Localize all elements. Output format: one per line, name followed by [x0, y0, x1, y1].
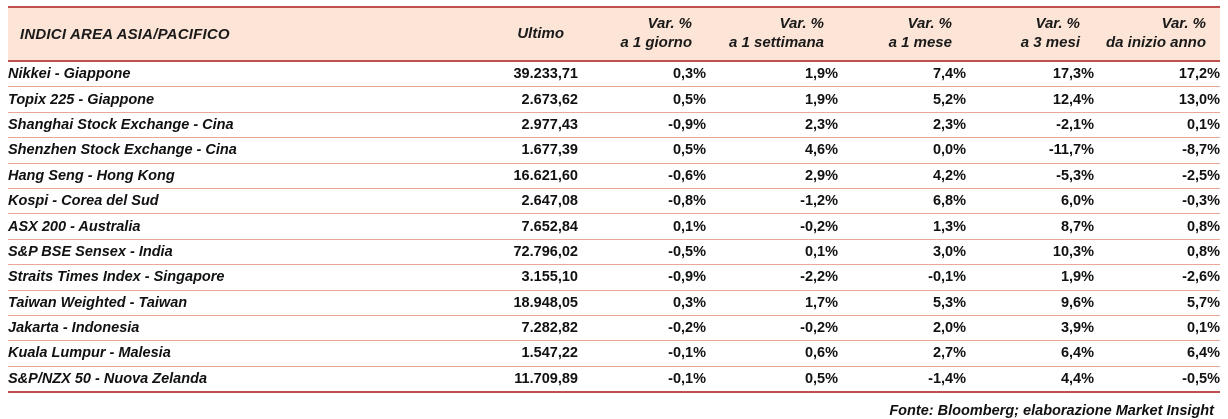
value-ultimo: 39.233,71 [438, 61, 578, 87]
value-var-1-giorno: -0,9% [578, 112, 706, 137]
value-ultimo: 7.652,84 [438, 214, 578, 239]
value-var-1-settimana: -1,2% [706, 188, 838, 213]
value-var-1-settimana: 0,6% [706, 341, 838, 366]
value-var-1-mese: 7,4% [838, 61, 966, 87]
value-var-1-mese: 3,0% [838, 239, 966, 264]
column-header-var-1-giorno [578, 7, 706, 61]
value-var-inizio-anno: -2,5% [1094, 163, 1220, 188]
index-name: Jakarta - Indonesia [8, 315, 438, 340]
value-var-inizio-anno: 6,4% [1094, 341, 1220, 366]
index-name: Kospi - Corea del Sud [8, 188, 438, 213]
index-name: Taiwan Weighted - Taiwan [8, 290, 438, 315]
value-ultimo: 11.709,89 [438, 366, 578, 392]
index-name: Shenzhen Stock Exchange - Cina [8, 138, 438, 163]
value-ultimo: 2.647,08 [438, 188, 578, 213]
value-var-1-mese: 2,0% [838, 315, 966, 340]
value-var-3-mesi: 10,3% [966, 239, 1094, 264]
value-var-inizio-anno: -8,7% [1094, 138, 1220, 163]
table-row [8, 163, 1220, 188]
column-header-var-1-mese-line2: a 1 mese [888, 34, 952, 51]
value-var-inizio-anno: 0,8% [1094, 214, 1220, 239]
value-var-3-mesi: 4,4% [966, 366, 1094, 392]
value-var-1-settimana: 1,9% [706, 61, 838, 87]
column-header-var-1-mese-line1: Var. % [907, 15, 952, 33]
value-var-1-settimana: 1,7% [706, 290, 838, 315]
value-var-1-settimana: 4,6% [706, 138, 838, 163]
table-row [8, 265, 1220, 290]
value-var-1-giorno: -0,5% [578, 239, 706, 264]
value-var-1-mese: 4,2% [838, 163, 966, 188]
value-var-1-mese: -0,1% [838, 265, 966, 290]
table-row [8, 138, 1220, 163]
index-name: ASX 200 - Australia [8, 214, 438, 239]
asia-pacific-indices-table [8, 6, 1220, 393]
column-header-var-1-settimana-line1: Var. % [779, 15, 824, 33]
value-var-1-settimana: -0,2% [706, 214, 838, 239]
value-var-1-giorno: -0,8% [578, 188, 706, 213]
value-ultimo: 16.621,60 [438, 163, 578, 188]
table-row [8, 87, 1220, 112]
value-var-1-giorno: 0,3% [578, 290, 706, 315]
value-var-1-mese: 5,3% [838, 290, 966, 315]
table-row [8, 112, 1220, 137]
value-var-1-giorno: -0,2% [578, 315, 706, 340]
value-var-3-mesi: 6,4% [966, 341, 1094, 366]
value-var-3-mesi: 9,6% [966, 290, 1094, 315]
index-name: Hang Seng - Hong Kong [8, 163, 438, 188]
value-var-inizio-anno: -2,6% [1094, 265, 1220, 290]
value-var-inizio-anno: 5,7% [1094, 290, 1220, 315]
value-var-1-giorno: -0,6% [578, 163, 706, 188]
column-header-var-1-settimana-line2: a 1 settimana [728, 34, 824, 51]
value-var-1-settimana: -2,2% [706, 265, 838, 290]
table-row [8, 214, 1220, 239]
value-var-3-mesi: -11,7% [966, 138, 1094, 163]
index-name: Topix 225 - Giappone [8, 87, 438, 112]
column-header-var-3-mesi-line1: Var. % [1035, 15, 1080, 33]
value-var-1-settimana: -0,2% [706, 315, 838, 340]
value-var-inizio-anno: 17,2% [1094, 61, 1220, 87]
value-ultimo: 72.796,02 [438, 239, 578, 264]
header-row [8, 7, 1220, 61]
value-var-3-mesi: 6,0% [966, 188, 1094, 213]
value-var-1-settimana: 0,1% [706, 239, 838, 264]
table-row [8, 61, 1220, 87]
value-var-1-giorno: -0,1% [578, 341, 706, 366]
value-ultimo: 1.547,22 [438, 341, 578, 366]
value-var-1-giorno: 0,5% [578, 87, 706, 112]
column-header-var-inizio-anno [1094, 7, 1220, 61]
value-var-inizio-anno: -0,3% [1094, 188, 1220, 213]
column-header-var-inizio-anno-line2: da inizio anno [1106, 34, 1206, 51]
table-row [8, 290, 1220, 315]
column-header-var-1-mese [838, 7, 966, 61]
value-var-3-mesi: -2,1% [966, 112, 1094, 137]
column-header-var-1-settimana [706, 7, 838, 61]
value-ultimo: 7.282,82 [438, 315, 578, 340]
column-header-var-3-mesi [966, 7, 1094, 61]
value-var-3-mesi: 3,9% [966, 315, 1094, 340]
value-var-inizio-anno: 0,1% [1094, 112, 1220, 137]
column-header-var-1-giorno-line1: Var. % [647, 15, 692, 33]
value-var-1-giorno: 0,3% [578, 61, 706, 87]
value-var-1-mese: 1,3% [838, 214, 966, 239]
value-var-1-giorno: -0,9% [578, 265, 706, 290]
table-row [8, 315, 1220, 340]
value-var-1-giorno: 0,1% [578, 214, 706, 239]
value-var-3-mesi: -5,3% [966, 163, 1094, 188]
index-name: Kuala Lumpur - Malesia [8, 341, 438, 366]
value-ultimo: 2.673,62 [438, 87, 578, 112]
value-var-1-giorno: 0,5% [578, 138, 706, 163]
value-ultimo: 3.155,10 [438, 265, 578, 290]
index-name: S&P/NZX 50 - Nuova Zelanda [8, 366, 438, 392]
value-ultimo: 2.977,43 [438, 112, 578, 137]
value-var-3-mesi: 8,7% [966, 214, 1094, 239]
value-var-1-mese: 6,8% [838, 188, 966, 213]
column-header-var-1-giorno-line2: a 1 giorno [620, 34, 692, 51]
value-var-1-giorno: -0,1% [578, 366, 706, 392]
value-var-1-settimana: 1,9% [706, 87, 838, 112]
value-var-inizio-anno: -0,5% [1094, 366, 1220, 392]
index-name: Straits Times Index - Singapore [8, 265, 438, 290]
index-name: Shanghai Stock Exchange - Cina [8, 112, 438, 137]
table-row [8, 239, 1220, 264]
value-var-1-mese: 2,3% [838, 112, 966, 137]
value-var-1-mese: 2,7% [838, 341, 966, 366]
source-note: Fonte: Bloomberg; elaborazione Market Insight [889, 403, 1214, 419]
table-header [8, 7, 1220, 61]
table-title: INDICI AREA ASIA/PACIFICO [8, 7, 438, 61]
value-var-1-mese: 5,2% [838, 87, 966, 112]
value-var-1-settimana: 2,9% [706, 163, 838, 188]
column-header-ultimo [438, 7, 578, 61]
column-header-ultimo-line1: Ultimo [517, 24, 564, 42]
value-var-3-mesi: 1,9% [966, 265, 1094, 290]
table-body [8, 61, 1220, 392]
value-var-1-mese: 0,0% [838, 138, 966, 163]
table-row [8, 366, 1220, 392]
index-name: S&P BSE Sensex - India [8, 239, 438, 264]
table-row [8, 341, 1220, 366]
value-ultimo: 18.948,05 [438, 290, 578, 315]
value-var-inizio-anno: 0,8% [1094, 239, 1220, 264]
value-var-1-mese: -1,4% [838, 366, 966, 392]
column-header-var-inizio-anno-line1: Var. % [1161, 15, 1206, 33]
value-var-3-mesi: 17,3% [966, 61, 1094, 87]
value-var-inizio-anno: 13,0% [1094, 87, 1220, 112]
value-var-1-settimana: 0,5% [706, 366, 838, 392]
index-name: Nikkei - Giappone [8, 61, 438, 87]
column-header-var-3-mesi-line2: a 3 mesi [1020, 34, 1080, 51]
value-var-3-mesi: 12,4% [966, 87, 1094, 112]
value-ultimo: 1.677,39 [438, 138, 578, 163]
value-var-inizio-anno: 0,1% [1094, 315, 1220, 340]
value-var-1-settimana: 2,3% [706, 112, 838, 137]
table-row [8, 188, 1220, 213]
